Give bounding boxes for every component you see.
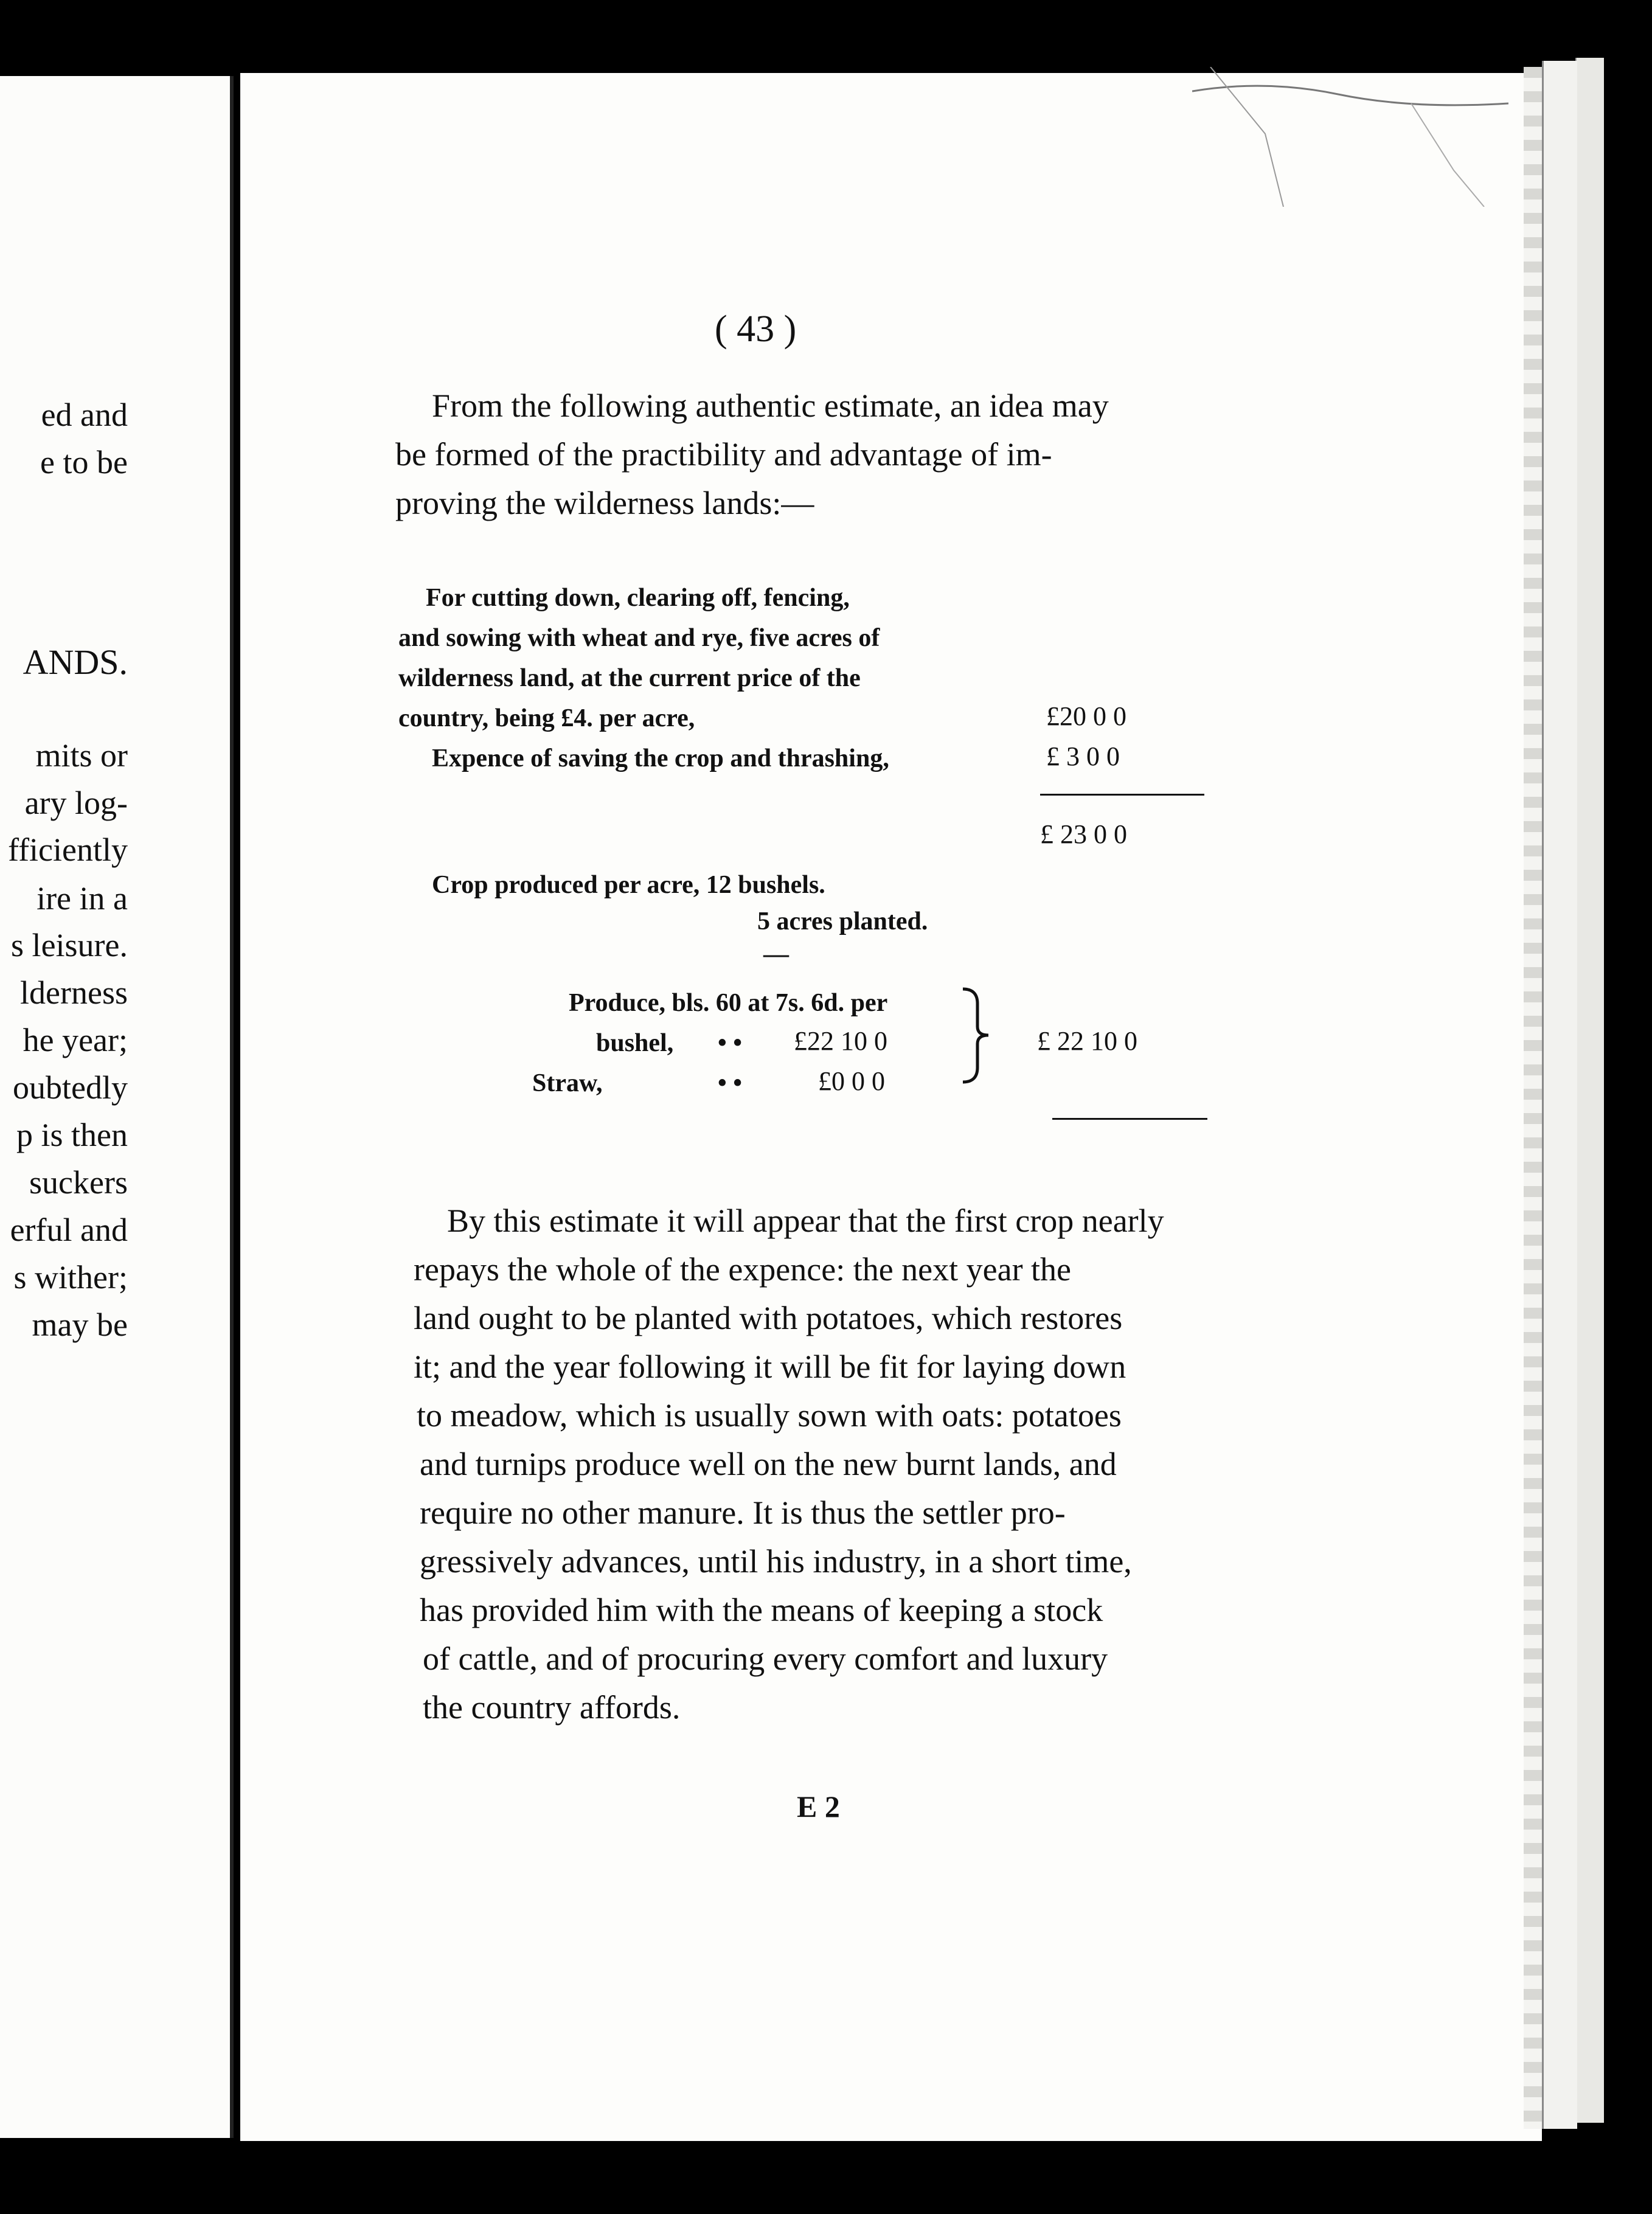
- left-text-line: oubtedly: [13, 1069, 128, 1106]
- estimate-item-line: country, being £4. per acre,: [398, 704, 695, 732]
- produce-line: Produce, bls. 60 at 7s. 6d. per: [569, 989, 888, 1017]
- intro-line: be formed of the practibility and advantage of im-: [395, 436, 1052, 473]
- intro-line: proving the wilderness lands:—: [395, 485, 814, 521]
- estimate-amount: £ 3 0 0: [1046, 741, 1120, 771]
- sum-rule: [1040, 794, 1204, 796]
- dots: • •: [718, 1029, 742, 1057]
- conclusion-line: to meadow, which is usually sown with oats: potatoes: [417, 1397, 1122, 1434]
- straw-value: £0 0 0: [818, 1066, 885, 1096]
- worn-page-edge: [1524, 67, 1542, 2129]
- estimate-item-line: and sowing with wheat and rye, five acres of: [398, 624, 880, 652]
- conclusion-line: gressively advances, until his industry, in a short time,: [420, 1543, 1132, 1580]
- curly-brace: [958, 985, 994, 1086]
- produce-total: £ 22 10 0: [1037, 1026, 1137, 1056]
- left-text-line: p is then: [16, 1117, 128, 1153]
- left-text-line: ary log-: [24, 785, 128, 821]
- left-text-line: he year;: [23, 1022, 128, 1058]
- left-text-line: suckers: [29, 1164, 128, 1201]
- conclusion-line: By this estimate it will appear that the first crop nearly: [447, 1202, 1164, 1239]
- produce-label: bushel,: [596, 1029, 674, 1057]
- intro-line: From the following authentic estimate, an idea may: [432, 387, 1109, 424]
- estimate-amount: £20 0 0: [1046, 701, 1126, 731]
- estimate-item-line: For cutting down, clearing off, fencing,: [426, 584, 850, 612]
- left-page: [0, 76, 234, 2138]
- conclusion-line: land ought to be planted with potatoes, which restores: [414, 1300, 1123, 1336]
- estimate-total: £ 23 0 0: [1040, 819, 1127, 849]
- left-text-line: e to be: [40, 444, 128, 481]
- left-text-line: fficiently: [8, 831, 128, 868]
- produce-value: £22 10 0: [794, 1026, 887, 1056]
- left-text-line: ANDS.: [23, 642, 128, 682]
- acres-line: 5 acres planted.: [757, 907, 928, 935]
- estimate-item-line: wilderness land, at the current price of the: [398, 664, 861, 692]
- left-text-line: s leisure.: [11, 927, 128, 963]
- dash: —: [763, 940, 789, 968]
- conclusion-line: of cattle, and of procuring every comfort and luxury: [423, 1640, 1108, 1677]
- crop-line: Crop produced per acre, 12 bushels.: [432, 871, 825, 899]
- torn-corner: [1192, 67, 1508, 207]
- conclusion-line: the country affords.: [423, 1689, 681, 1726]
- page-edge: [1542, 61, 1577, 2129]
- right-page: [240, 73, 1542, 2141]
- left-text-line: may be: [32, 1307, 128, 1343]
- left-text-line: ed and: [41, 397, 128, 433]
- page-edge: [1575, 58, 1604, 2123]
- estimate-item-line: Expence of saving the crop and thrashing,: [432, 744, 889, 772]
- left-text-line: erful and: [10, 1212, 128, 1248]
- left-text-line: s wither;: [13, 1259, 128, 1296]
- conclusion-line: repays the whole of the expence: the next year the: [414, 1251, 1072, 1288]
- left-text-line: mits or: [35, 737, 128, 774]
- page-number-header: ( 43 ): [715, 308, 797, 350]
- straw-label: Straw,: [532, 1069, 603, 1097]
- dots: • •: [718, 1069, 742, 1097]
- conclusion-line: require no other manure. It is thus the settler pro-: [420, 1494, 1066, 1531]
- left-text-line: lderness: [20, 974, 128, 1011]
- conclusion-line: it; and the year following it will be fit for laying down: [414, 1348, 1126, 1385]
- conclusion-line: and turnips produce well on the new burnt lands, and: [420, 1446, 1117, 1482]
- left-text-line: ire in a: [36, 880, 128, 917]
- signature-mark: E 2: [797, 1789, 840, 1824]
- sum-rule: [1052, 1118, 1207, 1120]
- conclusion-line: has provided him with the means of keeping a stock: [420, 1592, 1103, 1628]
